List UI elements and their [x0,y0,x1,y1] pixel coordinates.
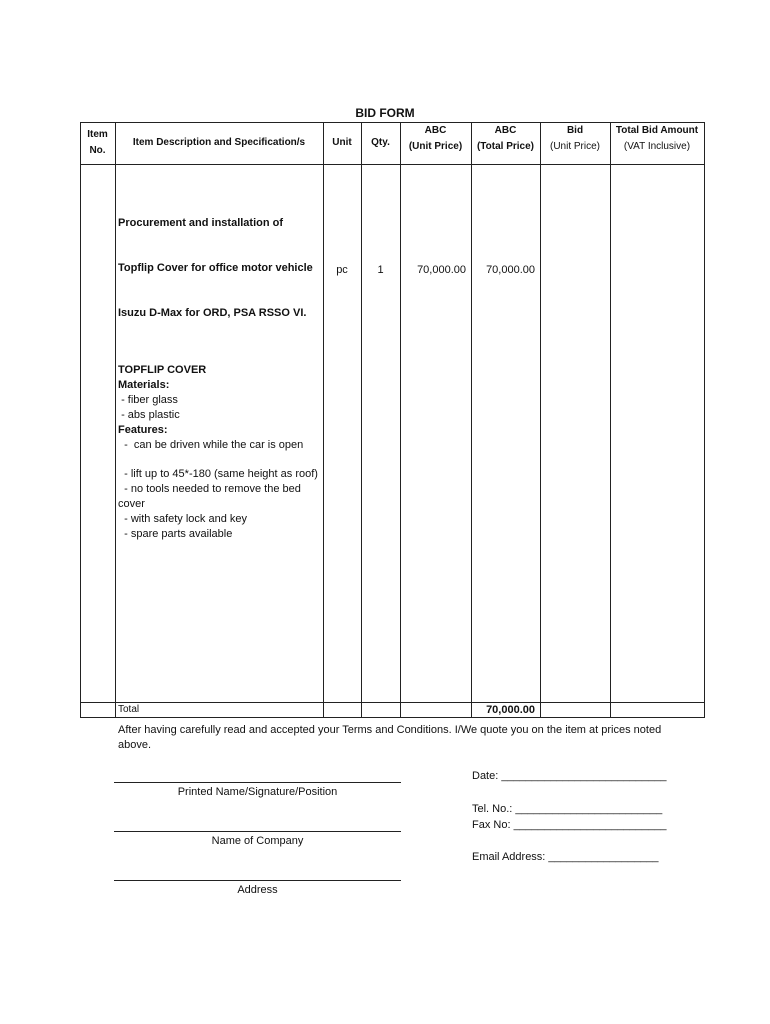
quote-statement: After having carefully read and accepted your Terms and Conditions. I/We quote you on the item at prices noted above. [118,724,662,751]
table-border-left [80,122,81,718]
header-divider [80,164,705,165]
features-item: - spare parts available [118,528,233,540]
materials-item: - fiber glass [118,394,178,406]
features-item: - with safety lock and key [118,513,248,525]
features-item: cover [118,498,145,510]
header-total-bid: Total Bid Amount (VAT Inclusive) [615,125,699,152]
address-line [114,880,401,881]
item-description [118,186,328,542]
column-divider [540,122,541,718]
table-border-right [704,122,705,718]
features-item: - can be driven while the car is open [118,439,304,451]
tel-field: Tel. No.: ________________________ [472,803,663,815]
item-qty: 1 [377,264,384,276]
printed-name-label: Printed Name/Signature/Position [177,786,338,798]
header-description: Item Description and Specification/s [132,137,306,148]
column-divider [361,122,362,718]
fax-field: Fax No: _________________________ [472,819,667,831]
column-divider [471,122,472,718]
item-abc-unit-price: 70,000.00 [417,264,466,276]
page-title: BID FORM [355,106,415,120]
header-bid-unit: Bid (Unit Price) [549,125,600,152]
total-label: Total [118,704,140,715]
company-label: Name of Company [211,835,304,847]
item-abc-total-price: 70,000.00 [486,264,535,276]
item-title: Procurement and installation of Topflip Cover for office motor vehicle Isuzu D-Max for ORD, PSA RSSO VI. [118,217,313,319]
signature-line [114,782,401,783]
total-value: 70,000.00 [486,704,535,716]
table-border-bottom [80,717,705,718]
date-field: Date: ___________________________ [472,770,667,782]
total-divider [80,702,705,703]
header-abc-total: ABC (Total Price) [476,125,535,152]
header-item-no: Item No. [87,129,108,156]
header-abc-unit: ABC (Unit Price) [408,125,463,152]
features-label: Features: [118,424,168,436]
materials-label: Materials: [118,379,170,391]
item-unit: pc [336,264,348,276]
company-line [114,831,401,832]
column-divider [400,122,401,718]
address-label: Address [237,884,278,896]
column-divider [610,122,611,718]
features-item: - lift up to 45*-180 (same height as roof) [118,468,318,480]
materials-item: - abs plastic [118,409,180,421]
item-subtitle: TOPFLIP COVER [118,364,207,376]
features-item: - no tools needed to remove the bed [118,483,301,495]
email-field: Email Address: __________________ [472,851,659,863]
header-unit: Unit [332,137,352,148]
column-divider [115,122,116,718]
header-qty: Qty. [371,137,390,148]
